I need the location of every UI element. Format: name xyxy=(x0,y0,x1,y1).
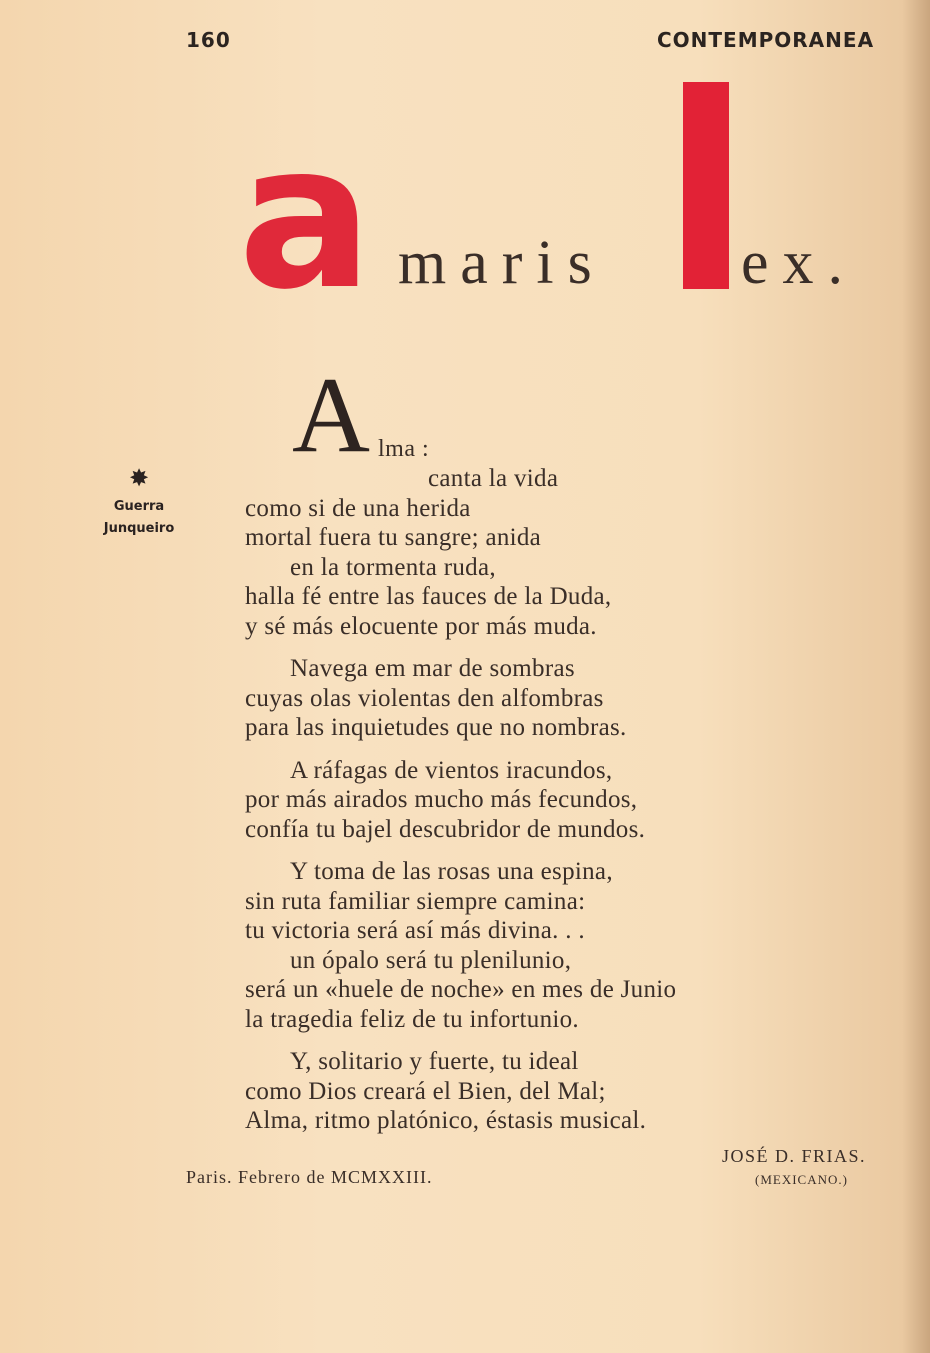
drop-cap: A xyxy=(292,356,370,475)
page-number: 160 xyxy=(186,28,231,52)
poem-line: confía tu bajel descubridor de mundos. xyxy=(245,815,646,843)
poem-line: Y toma de las rosas una espina, xyxy=(290,858,613,885)
poem-line: y sé más elocuente por más muda. xyxy=(245,612,597,640)
poem-line: un ópalo será tu plenilunio, xyxy=(290,946,572,974)
poem-line: como si de una herida xyxy=(245,494,471,522)
ornament-star-icon: ✸ xyxy=(128,464,150,492)
stanza xyxy=(245,654,845,743)
title-word-maris: maris xyxy=(398,229,606,297)
poem-title xyxy=(0,0,930,334)
poem-line: halla fé entre las fauces de la Duda, xyxy=(245,583,612,610)
stanza xyxy=(245,1047,845,1136)
title-initial-l-block xyxy=(683,82,729,289)
running-title: CONTEMPORANEA xyxy=(657,28,875,52)
poem-line: A ráfagas de vientos iracundos, xyxy=(290,756,613,784)
poem-body xyxy=(245,464,845,1149)
poem-line: para las inquietudes que no nombras. xyxy=(245,714,627,741)
poem-line: cuyas olas violentas den alfombras xyxy=(245,684,604,712)
stanza xyxy=(245,464,845,641)
poem-line: canta la vida xyxy=(428,465,559,492)
stanza xyxy=(245,756,845,845)
poem-line: Alma, ritmo platónico, éstasis musical. xyxy=(245,1107,647,1134)
dedication-line-2: Junqueiro xyxy=(103,521,175,536)
first-word-rest: lma : xyxy=(378,436,430,462)
poem-line: por más airados mucho más fecundos, xyxy=(245,786,638,813)
stanza xyxy=(245,857,845,1034)
dedication-author xyxy=(96,496,182,540)
poem-line: Y, solitario y fuerte, tu ideal xyxy=(290,1048,579,1075)
dedication-line-1: Guerra xyxy=(113,499,165,514)
author-nationality: (MEXICANO.) xyxy=(755,1172,848,1187)
poem-line: en la tormenta ruda, xyxy=(290,553,496,581)
poem-line: como Dios creará el Bien, del Mal; xyxy=(245,1077,606,1105)
poem-line: será un «huele de noche» en mes de Junio xyxy=(245,976,677,1003)
title-initial-a: a xyxy=(238,101,369,334)
author-signature: JOSÉ D. FRIAS. xyxy=(722,1146,867,1166)
poem-line: mortal fuera tu sangre; anida xyxy=(245,524,542,551)
poem-line: Navega em mar de sombras xyxy=(290,655,575,682)
poem-line: sin ruta familiar siempre camina: xyxy=(245,887,586,915)
title-word-ex: ex. xyxy=(741,229,858,297)
poem-line: tu victoria será así más divina. . . xyxy=(245,917,585,944)
poem-line: la tragedia feliz de tu infortunio. xyxy=(245,1005,579,1033)
dedication-note xyxy=(96,466,182,540)
place-date: Paris. Febrero de MCMXXIII. xyxy=(186,1167,433,1187)
